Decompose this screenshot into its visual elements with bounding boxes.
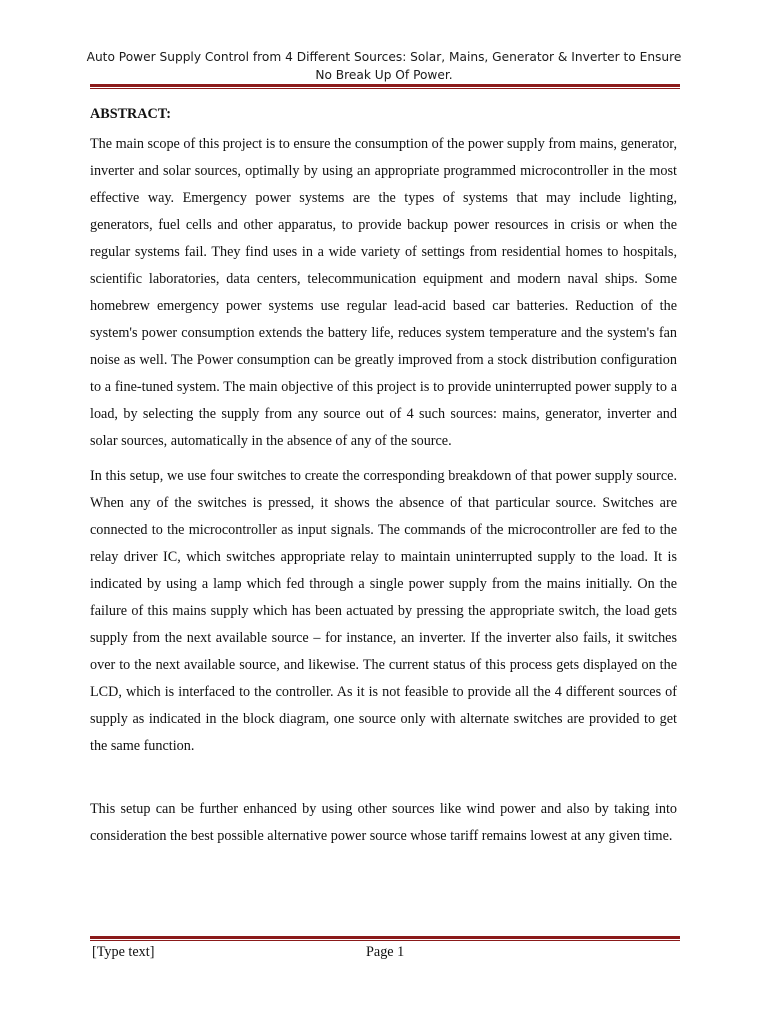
abstract-paragraph-2: In this setup, we use four switches to create the corresponding breakdown of that power supply source. When any of the switches is pressed, it shows the absence of that particular source. Switches are connected to the microcontroller as input signals. The commands of the microcontroller are fed to the relay driver IC, which switches appropriate relay to maintain uninterrupted supply to the load. It is indicated by using a lamp which fed through a single power supply from the mains initially. On the failure of this mains supply which has been actuated by pressing the appropriate switch, the load gets supply from the next available source – for instance, an inverter. If the inverter also fails, it switches over to the next available source, and likewise. The current status of this process gets displayed on the LCD, which is interfaced to the controller. As it is not feasible to provide all the 4 different sources of supply as indicated in the block diagram, one source only with alternate switches are provided to get the same function. [90, 468, 677, 754]
document-body [90, 104, 677, 858]
header-divider [90, 84, 680, 89]
page-header-title: Auto Power Supply Control from 4 Different Sources: Solar, Mains, Generator & Inverter to Ensure No Break Up Of Power. [86, 50, 682, 82]
footer-placeholder-text: [Type text] [92, 944, 155, 960]
page-number: Page 1 [366, 944, 405, 960]
abstract-heading: ABSTRACT: [90, 106, 171, 122]
abstract-paragraph-1: The main scope of this project is to ensure the consumption of the power supply from mains, generator, inverter and solar sources, optimally by using an appropriate programmed microcontroller in the most effective way. Emergency power systems are the types of systems that may include lighting, generators, fuel cells and other apparatus, to provide backup power resources in crisis or when the regular systems fail. They find uses in a wide variety of settings from residential homes to hospitals, scientific laboratories, data centers, telecommunication equipment and modern naval ships. Some homebrew emergency power systems use regular lead-acid based car batteries. Reduction of the system's power consumption extends the battery life, reduces system temperature and the system's fan noise as well. The Power consumption can be greatly improved from a stock distribution configuration to a fine-tuned system. The main objective of this project is to provide uninterrupted power supply to a load, by selecting the supply from any source out of 4 such sources: mains, generator, inverter and solar sources, automatically in the absence of any of the source. [90, 136, 677, 449]
abstract-paragraph-3: This setup can be further enhanced by using other sources like wind power and also by taking into consideration the best possible alternative power source whose tariff remains lowest at any given time. [90, 801, 677, 844]
footer-divider [90, 936, 680, 941]
